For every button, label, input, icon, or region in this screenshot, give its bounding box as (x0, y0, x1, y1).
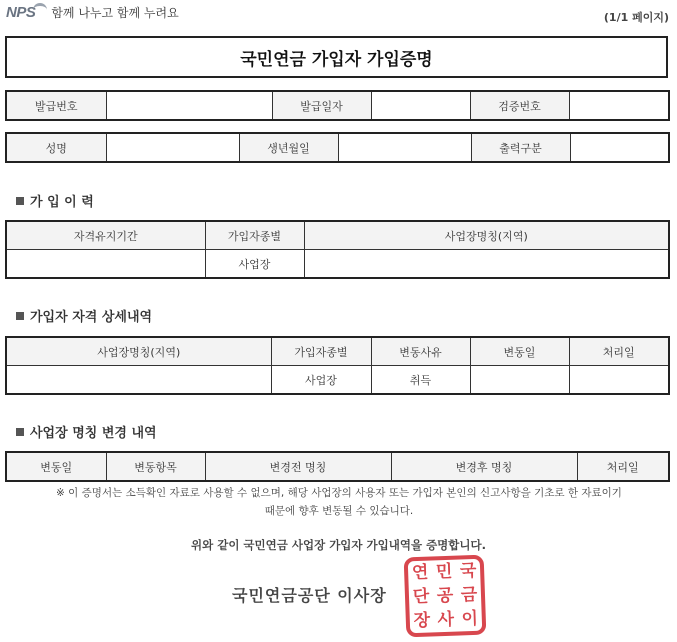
name-change-table (5, 451, 670, 482)
table-cell: 사업장 (271, 366, 371, 395)
square-bullet-icon (16, 312, 24, 320)
birth-label: 생년월일 (239, 133, 338, 162)
seal-glyph: 민 (435, 561, 453, 582)
issue-date-value (371, 91, 470, 120)
slogan: 함께 나누고 함께 누려요 (51, 6, 179, 20)
table-cell: 사업장 (205, 250, 304, 279)
table-header: 변동일 (470, 337, 569, 366)
table-cell (6, 366, 271, 395)
page-indicator: (1/1 페이지) (603, 11, 669, 24)
issue-info-table (5, 90, 670, 121)
birth-value (338, 133, 471, 162)
issue-no-label: 발급번호 (6, 91, 106, 120)
name-change-heading-text: 사업장 명칭 변경 내역 (30, 426, 157, 441)
seal-glyph: 단 (412, 586, 430, 607)
name-label: 성명 (6, 133, 106, 162)
issue-date-label: 발급일자 (272, 91, 371, 120)
issue-no-value (106, 91, 272, 120)
table-cell (6, 250, 205, 279)
square-bullet-icon (16, 428, 24, 436)
history-heading-text: 가 입 이 력 (30, 195, 94, 210)
output-type-value (570, 133, 669, 162)
table-cell: 취득 (371, 366, 470, 395)
logo-arc-icon (33, 3, 47, 16)
name-value (106, 133, 239, 162)
official-seal (404, 555, 487, 638)
table-header: 변경전 명칭 (205, 452, 391, 481)
table-header: 변동일 (6, 452, 106, 481)
logo-mark: NPS (6, 4, 36, 21)
seal-glyph: 공 (436, 585, 454, 606)
seal-glyph: 장 (413, 610, 431, 631)
table-header: 사업장명칭(지역) (304, 221, 669, 250)
table-header: 가입자종별 (205, 221, 304, 250)
history-heading (16, 191, 94, 210)
seal-glyph: 연 (411, 562, 429, 583)
table-row (6, 366, 669, 395)
table-cell (304, 250, 669, 279)
note-line: 때문에 향후 변동될 수 있습니다. (264, 505, 414, 517)
seal-glyph: 금 (460, 584, 478, 605)
table-header: 처리일 (577, 452, 669, 481)
detail-heading (16, 306, 152, 325)
square-bullet-icon (16, 197, 24, 205)
seal-glyph: 국 (459, 560, 477, 581)
name-change-heading (16, 422, 157, 441)
detail-table (5, 336, 670, 395)
table-header: 자격유지기간 (6, 221, 205, 250)
history-table (5, 220, 670, 279)
certification-statement: 위와 같이 국민연금 사업장 가입자 가입내역을 증명합니다. (190, 538, 486, 552)
table-cell (569, 366, 669, 395)
table-header: 가입자종별 (271, 337, 371, 366)
table-header: 변동항목 (106, 452, 205, 481)
table-header: 처리일 (569, 337, 669, 366)
output-type-label: 출력구분 (471, 133, 570, 162)
issuer-name: 국민연금공단 이사장 (232, 586, 387, 605)
note-line: ※ 이 증명서는 소득확인 자료로 사용할 수 없으며, 해당 사업장의 사용자 또는 가입자 본인의 신고사항을 기초로 한 자료이기 (56, 487, 622, 499)
table-header: 변동사유 (371, 337, 470, 366)
table-header: 사업장명칭(지역) (6, 337, 271, 366)
table-cell (470, 366, 569, 395)
document-title: 국민연금 가입자 가입증명 (5, 36, 668, 78)
verify-no-value (569, 91, 669, 120)
table-header: 변경후 명칭 (391, 452, 577, 481)
disclaimer-note (14, 484, 664, 520)
detail-heading-text: 가입자 자격 상세내역 (30, 310, 153, 325)
table-row (6, 250, 669, 279)
person-info-table (5, 132, 670, 163)
seal-glyph: 이 (461, 608, 479, 629)
seal-glyph: 사 (437, 609, 455, 630)
nps-logo (6, 4, 179, 21)
verify-no-label: 검증번호 (470, 91, 569, 120)
